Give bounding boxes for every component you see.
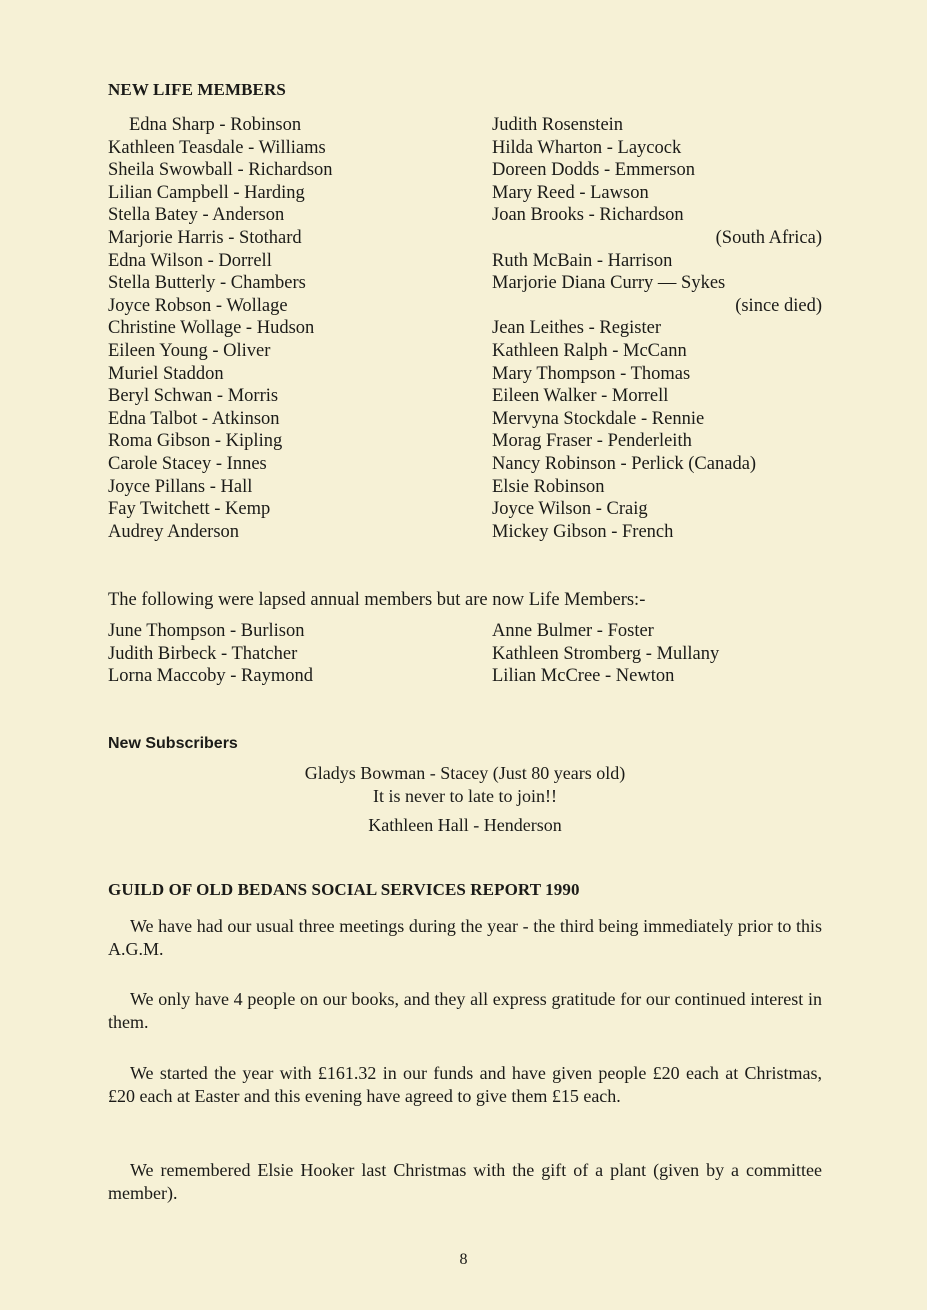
member-name: Joyce Pillans - Hall: [108, 476, 253, 497]
member-name: Christine Wollage - Hudson: [108, 318, 315, 339]
member-name: Lilian McCree - Newton: [492, 666, 675, 687]
member-name: Lilian Campbell - Harding: [108, 182, 305, 203]
member-name: Carole Stacey - Innes: [108, 453, 267, 474]
member-name: Joyce Wilson - Craig: [492, 499, 648, 520]
new-life-members-heading: NEW LIFE MEMBERS: [108, 80, 286, 99]
member-note: (South Africa): [715, 227, 822, 248]
member-name: June Thompson - Burlison: [108, 621, 305, 641]
member-name: Eileen Young - Oliver: [108, 340, 271, 361]
member-name: Eileen Walker - Morrell: [492, 386, 669, 407]
subscriber-line: Kathleen Hall - Henderson: [368, 815, 562, 835]
member-name: Mary Reed - Lawson: [492, 182, 649, 203]
member-name: Judith Rosenstein: [492, 115, 624, 135]
member-name: Marjorie Harris - Stothard: [108, 227, 302, 248]
page-number: 8: [459, 1251, 468, 1268]
member-name: Doreen Dodds - Emmerson: [492, 160, 695, 181]
member-name: Joyce Robson - Wollage: [108, 295, 288, 316]
lapsed-members-intro: The following were lapsed annual members but are now Life Members:-: [108, 590, 646, 610]
member-name: Kathleen Teasdale - Williams: [108, 137, 326, 158]
member-name: Mary Thompson - Thomas: [492, 363, 691, 384]
member-name: Stella Batey - Anderson: [108, 205, 285, 226]
member-name: Elsie Robinson: [492, 476, 605, 497]
member-name: Stella Butterly - Chambers: [108, 273, 306, 294]
new-life-right-column: [492, 114, 822, 543]
member-name: Joan Brooks - Richardson: [492, 205, 684, 226]
member-name: Edna Talbot - Atkinson: [108, 408, 280, 429]
member-name: Beryl Schwan - Morris: [108, 386, 279, 407]
subscriber-line: Gladys Bowman - Stacey (Just 80 years old): [304, 763, 626, 783]
member-name: Edna Sharp - Robinson: [129, 115, 302, 135]
member-name: Nancy Robinson - Perlick (Canada): [492, 453, 757, 474]
member-name: Jean Leithes - Register: [492, 318, 662, 339]
member-name: Kathleen Stromberg - Mullany: [492, 643, 720, 664]
report-paragraph: We only have 4 people on our books, and they all express gratitude for our continued interest in them.: [108, 989, 822, 1032]
member-name: Ruth McBain - Harrison: [492, 250, 673, 271]
report-paragraph: We remembered Elsie Hooker last Christmas with the gift of a plant (given by a committee member).: [108, 1160, 822, 1203]
subscriber-note: It is never to late to join!!: [373, 786, 557, 806]
member-name: Mervyna Stockdale - Rennie: [492, 408, 705, 429]
member-name: Anne Bulmer - Foster: [492, 621, 654, 641]
member-name: Sheila Swowball - Richardson: [108, 160, 333, 181]
lapsed-left-column: [108, 620, 313, 688]
member-name: Lorna Maccoby - Raymond: [108, 666, 313, 687]
member-name: Roma Gibson - Kipling: [108, 431, 283, 452]
report-heading: GUILD OF OLD BEDANS SOCIAL SERVICES REPORT 1990: [108, 880, 580, 899]
member-name: Morag Fraser - Penderleith: [492, 431, 692, 452]
member-name: Judith Birbeck - Thatcher: [108, 643, 298, 664]
member-name: Hilda Wharton - Laycock: [492, 137, 682, 158]
member-name: Audrey Anderson: [108, 521, 240, 542]
member-name: Edna Wilson - Dorrell: [108, 250, 272, 271]
member-name: Marjorie Diana Curry — Sykes: [492, 273, 726, 294]
new-life-left-column: [108, 114, 333, 543]
new-subscribers-heading: New Subscribers: [108, 735, 238, 752]
report-paragraph: We have had our usual three meetings during the year - the third being immediately prior to this A.G.M.: [108, 916, 822, 959]
member-name: Fay Twitchett - Kemp: [108, 499, 271, 520]
member-name: Muriel Staddon: [108, 363, 224, 384]
member-name: Mickey Gibson - French: [492, 521, 674, 542]
member-name: Kathleen Ralph - McCann: [492, 340, 687, 361]
lapsed-right-column: [492, 620, 719, 688]
member-note: (since died): [735, 295, 822, 316]
report-paragraph: We started the year with £161.32 in our funds and have given people £20 each at Christmas, £20 each at Easter and this evening have agreed to give them £15 each.: [108, 1063, 822, 1106]
